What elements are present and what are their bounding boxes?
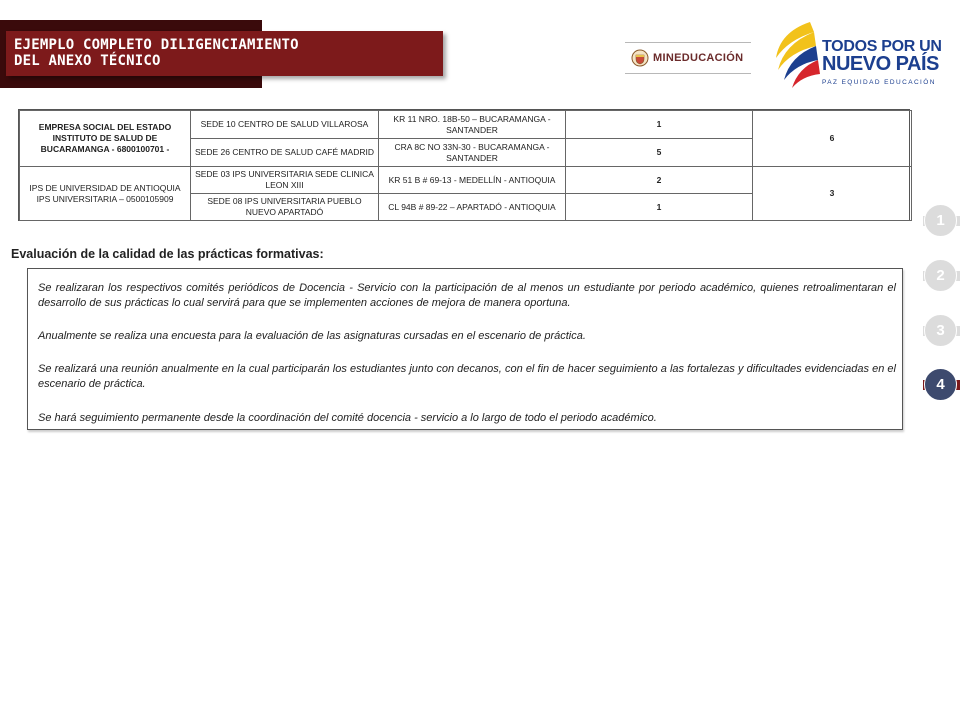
campaign-logo	[770, 18, 942, 90]
sede-cell: SEDE 10 CENTRO DE SALUD VILLAROSA	[191, 111, 379, 139]
address-cell: KR 51 B # 69-13 - MEDELLÍN - ANTIOQUIA	[379, 167, 566, 194]
section-heading: Evaluación de la calidad de las prácticas formativas:	[11, 247, 324, 261]
page-tab-1[interactable]	[923, 203, 960, 239]
address-cell: CRA 8C NO 33N-30 - BUCARAMANGA - SANTANDER	[379, 139, 566, 167]
institution-cell: IPS DE UNIVERSIDAD DE ANTIOQUIA IPS UNIVERSITARIA – 0500105909	[20, 167, 191, 221]
mineducacion-logo	[625, 42, 751, 74]
sede-cell: SEDE 03 IPS UNIVERSITARIA SEDE CLINICA LEON XIII	[191, 167, 379, 194]
coat-of-arms-icon	[631, 49, 649, 67]
page-number: 2	[924, 259, 957, 292]
table-row	[20, 111, 912, 139]
total-cell: 6	[753, 111, 912, 167]
flag-swoosh-icon	[770, 18, 822, 90]
page-tab-3[interactable]	[923, 313, 960, 349]
sede-cell: SEDE 08 IPS UNIVERSITARIA PUEBLO NUEVO APARTADÓ	[191, 194, 379, 221]
total-cell: 3	[753, 167, 912, 221]
count-cell: 5	[566, 139, 753, 167]
campaign-line-3: PAZ EQUIDAD EDUCACIÓN	[822, 79, 936, 86]
page-title: EJEMPLO COMPLETO DILIGENCIAMIENTO DEL ANEXO TÉCNICO	[14, 37, 299, 69]
count-cell: 1	[566, 194, 753, 221]
address-cell: CL 94B # 89-22 – APARTADÓ - ANTIOQUIA	[379, 194, 566, 221]
page-number: 3	[924, 314, 957, 347]
institution-cell: EMPRESA SOCIAL DEL ESTADO INSTITUTO DE SALUD DE BUCARAMANGA - 6800100701 -	[20, 111, 191, 167]
evaluation-paragraph: Se realizaran los respectivos comités periódicos de Docencia - Servicio con la participación de al menos un estudiante por periodo académico, quienes retroalimentaran el desarrollo de sus prácticas lo cual servirá para que se implementen acciones de mejora de manera oportuna.	[38, 282, 896, 309]
mineducacion-text: MINEDUCACIÓN	[653, 52, 744, 64]
title-banner	[6, 31, 443, 76]
page-number: 1	[924, 204, 957, 237]
sede-cell: SEDE 26 CENTRO DE SALUD CAFÉ MADRID	[191, 139, 379, 167]
scenarios-table	[18, 109, 910, 221]
table-row	[20, 167, 912, 194]
evaluation-box	[27, 268, 903, 430]
evaluation-paragraph: Anualmente se realiza una encuesta para la evaluación de las asignaturas cursadas en el escenario de práctica.	[38, 330, 586, 342]
evaluation-paragraph: Se realizará una reunión anualmente en la cual participarán los estudiantes junto con decanos, con el fin de hacer seguimiento a las fortalezas y dificultades evidenciadas en el escenario de práctica.	[38, 363, 896, 390]
page-tab-2[interactable]	[923, 258, 960, 294]
page-tab-4[interactable]	[923, 367, 960, 403]
address-cell: KR 11 NRO. 18B-50 – BUCARAMANGA - SANTANDER	[379, 111, 566, 139]
campaign-line-2: NUEVO PAÍS	[822, 53, 939, 75]
page-number: 4	[924, 368, 957, 401]
count-cell: 2	[566, 167, 753, 194]
evaluation-paragraph: Se hará seguimiento permanente desde la coordinación del comité docencia - servicio a lo largo de todo el periodo académico.	[38, 412, 657, 424]
campaign-line-1: TODOS POR UN	[822, 38, 942, 55]
count-cell: 1	[566, 111, 753, 139]
